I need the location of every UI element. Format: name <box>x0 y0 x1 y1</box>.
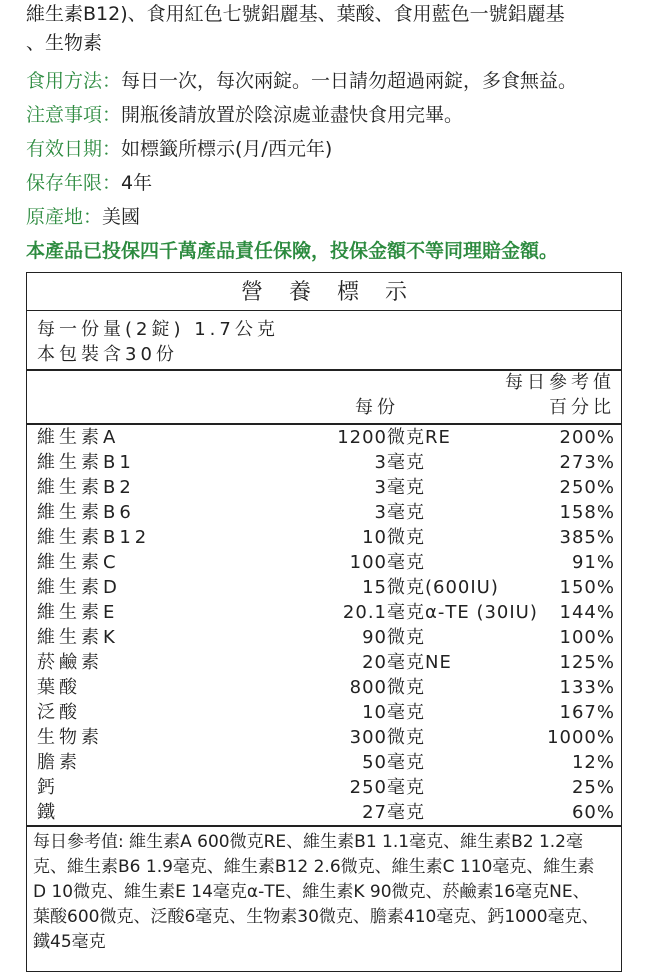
nutrient-name: 葉酸 <box>37 677 81 698</box>
nutrient-row <box>27 475 621 500</box>
nutrient-rows <box>27 425 621 825</box>
amount-unit: 毫克 <box>387 452 425 473</box>
nutrient-amount <box>313 450 425 475</box>
daily-value-percent: 133% <box>559 677 615 698</box>
nutrient-row <box>27 525 621 550</box>
nutrient-row <box>27 500 621 525</box>
nutrient-row <box>27 450 621 475</box>
nutrient-amount <box>313 750 425 775</box>
expiry-row <box>26 134 332 161</box>
origin-row <box>26 202 140 229</box>
daily-value-percent: 125% <box>559 652 615 673</box>
origin-value: 美國 <box>102 206 141 228</box>
daily-value-percent: 91% <box>571 552 615 573</box>
usage-label: 食用方法： <box>26 70 122 92</box>
daily-value-percent: 12% <box>571 752 615 773</box>
amount-value: 3 <box>374 502 387 523</box>
nutrition-facts-table <box>26 272 622 972</box>
amount-unit: 毫克 <box>387 477 425 498</box>
nutrient-amount <box>313 625 425 650</box>
daily-value-percent: 150% <box>559 577 615 598</box>
amount-value: 10 <box>362 527 387 548</box>
serving-size: 每一份量(2錠) 1.7公克 <box>37 319 279 340</box>
nutrient-name: 泛酸 <box>37 702 81 723</box>
daily-value-percent: 385% <box>559 527 615 548</box>
nutrient-row <box>27 425 621 450</box>
nutrient-row <box>27 725 621 750</box>
amount-unit: 毫克 <box>387 777 425 798</box>
amount-value: 20.1 <box>342 602 387 623</box>
amount-unit: 微克(600IU) <box>387 577 499 598</box>
nutrient-name: 維生素K <box>37 627 119 648</box>
amount-value: 1200 <box>337 427 387 448</box>
nutrient-row <box>27 800 621 825</box>
daily-value-percent: 273% <box>559 452 615 473</box>
daily-value-percent: 60% <box>571 802 615 823</box>
daily-value-percent: 1000% <box>547 727 615 748</box>
amount-value: 300 <box>349 727 387 748</box>
amount-unit: 微克 <box>387 677 425 698</box>
nutrient-name: 維生素B2 <box>37 477 135 498</box>
nutrient-name: 膽素 <box>37 752 81 773</box>
amount-value: 3 <box>374 452 387 473</box>
reference-line: 每日參考值: 維生素A 600微克RE、維生素B1 1.1毫克、維生素B2 1.2毫 <box>33 832 584 852</box>
nutrient-amount <box>313 500 425 525</box>
daily-reference-note <box>33 830 617 955</box>
expiry-label: 有效日期： <box>26 138 122 160</box>
amount-unit: 微克 <box>387 527 425 548</box>
amount-unit: 微克 <box>387 627 425 648</box>
nutrient-row <box>27 550 621 575</box>
nutrient-row <box>27 600 621 625</box>
nutrient-amount <box>313 525 425 550</box>
insurance-notice: 本產品已投保四千萬產品責任保險，投保金額不等同理賠金額。 <box>26 240 559 262</box>
amount-value: 250 <box>349 777 387 798</box>
caution-value: 開瓶後請放置於陰涼處並盡快食用完畢。 <box>121 104 464 126</box>
nutrient-row <box>27 675 621 700</box>
nutrient-row <box>27 750 621 775</box>
reference-line: 克、維生素B6 1.9毫克、維生素B12 2.6微克、維生素C 110毫克、維生素 <box>33 857 595 877</box>
amount-value: 27 <box>362 802 387 823</box>
nutrition-title: 營養標示 <box>27 273 621 311</box>
daily-value-percent: 200% <box>559 427 615 448</box>
daily-value-header-line1: 每日參考值 <box>505 372 615 393</box>
amount-unit: 毫克 <box>387 752 425 773</box>
amount-unit: 毫克 <box>387 702 425 723</box>
amount-unit: 毫克 <box>387 802 425 823</box>
nutrient-name: 鈣 <box>37 777 59 798</box>
amount-value: 20 <box>362 652 387 673</box>
daily-value-header <box>505 370 615 420</box>
amount-unit: 毫克α-TE (30IU) <box>387 602 538 623</box>
amount-unit: 毫克NE <box>387 652 452 673</box>
nutrient-name: 生物素 <box>37 727 103 748</box>
divider <box>27 825 621 827</box>
usage-value: 每日一次，每次兩錠。一日請勿超過兩錠，多食無益。 <box>121 70 578 92</box>
shelf-life-value: 4年 <box>121 172 153 194</box>
daily-value-percent: 250% <box>559 477 615 498</box>
amount-value: 800 <box>349 677 387 698</box>
amount-value: 50 <box>362 752 387 773</box>
expiry-value: 如標籤所標示(月/西元年) <box>121 138 333 160</box>
daily-value-header-line2: 百分比 <box>549 397 615 418</box>
nutrient-row <box>27 650 621 675</box>
amount-unit: 微克 <box>387 727 425 748</box>
nutrient-name: 維生素C <box>37 552 120 573</box>
nutrient-amount <box>313 675 425 700</box>
daily-value-percent: 144% <box>559 602 615 623</box>
nutrient-name: 菸鹼素 <box>37 652 103 673</box>
shelf-life-label: 保存年限： <box>26 172 122 194</box>
amount-value: 90 <box>362 627 387 648</box>
nutrient-name: 維生素B12 <box>37 527 151 548</box>
ingredients-line-2: 、生物素 <box>26 32 103 54</box>
amount-unit: 毫克 <box>387 552 425 573</box>
nutrient-name: 維生素B6 <box>37 502 135 523</box>
amount-value: 100 <box>349 552 387 573</box>
nutrient-amount <box>313 600 538 625</box>
nutrient-amount <box>313 725 425 750</box>
nutrient-amount <box>313 550 425 575</box>
nutrient-name: 維生素A <box>37 427 120 448</box>
daily-value-percent: 25% <box>571 777 615 798</box>
amount-unit: 毫克 <box>387 502 425 523</box>
ingredients-line-1: 維生素B12)、食用紅色七號鋁麗基、葉酸、食用藍色一號鋁麗基 <box>26 3 565 25</box>
nutrient-amount <box>313 425 451 450</box>
reference-line: 葉酸600微克、泛酸6毫克、生物素30微克、膽素410毫克、鈣1000毫克、 <box>33 907 599 927</box>
nutrient-amount <box>313 800 425 825</box>
reference-line: 鐵45毫克 <box>33 932 106 952</box>
usage-row <box>26 66 577 93</box>
nutrient-row <box>27 575 621 600</box>
shelf-life-row <box>26 168 152 195</box>
daily-value-percent: 100% <box>559 627 615 648</box>
amount-unit: 微克RE <box>387 427 451 448</box>
nutrient-name: 鐵 <box>37 802 59 823</box>
nutrient-name: 維生素B1 <box>37 452 135 473</box>
nutrient-name: 維生素E <box>37 602 119 623</box>
nutrient-name: 維生素D <box>37 577 121 598</box>
nutrient-amount <box>313 475 425 500</box>
nutrient-row <box>27 775 621 800</box>
per-serving-header: 每份 <box>355 397 399 418</box>
nutrient-row <box>27 625 621 650</box>
caution-row <box>26 100 463 127</box>
servings-per-package: 本包裝含30份 <box>37 344 178 365</box>
nutrient-amount <box>313 700 425 725</box>
nutrient-row <box>27 700 621 725</box>
nutrient-amount <box>313 775 425 800</box>
ingredients-continued <box>26 0 636 58</box>
serving-info <box>37 317 279 367</box>
caution-label: 注意事項： <box>26 104 122 126</box>
amount-value: 10 <box>362 702 387 723</box>
daily-value-percent: 158% <box>559 502 615 523</box>
daily-value-percent: 167% <box>559 702 615 723</box>
origin-label: 原產地： <box>26 206 103 228</box>
reference-line: D 10微克、維生素E 14毫克α-TE、維生素K 90微克、菸鹼素16毫克NE、 <box>33 882 590 902</box>
nutrient-amount <box>313 575 499 600</box>
nutrient-amount <box>313 650 452 675</box>
amount-value: 15 <box>362 577 387 598</box>
amount-value: 3 <box>374 477 387 498</box>
